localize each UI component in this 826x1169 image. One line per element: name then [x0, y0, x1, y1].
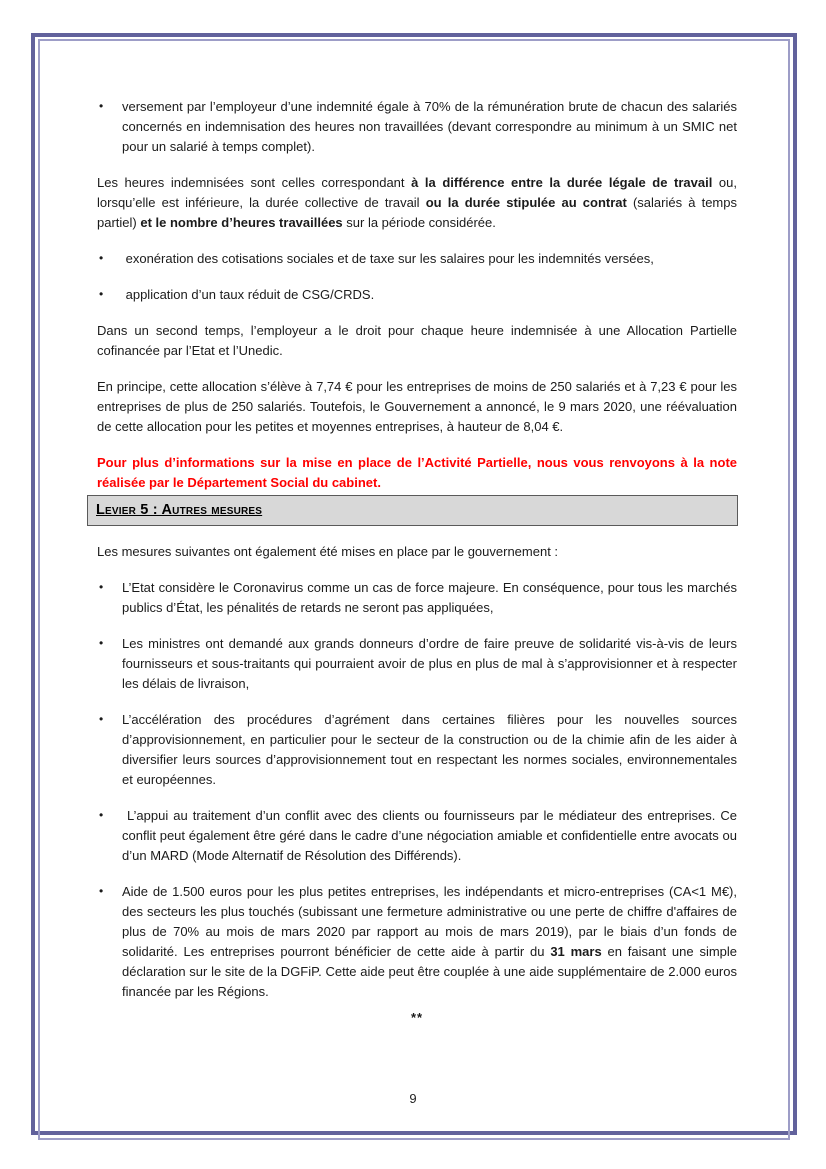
- bullet-icon: •: [99, 99, 104, 113]
- bullet-text: [122, 287, 374, 302]
- paragraph: [97, 173, 737, 233]
- bullet-item: [97, 806, 737, 866]
- text-run: ou, lorsqu’elle est inférieure, la durée collective de travail: [97, 175, 737, 210]
- text-run: L’Etat considère le Coronavirus comme un cas de force majeure. En conséquence, pour tous les marchés publics d’État, les pénalités de retards ne seront pas appliquées,: [122, 580, 737, 615]
- separator-mark: [97, 1008, 737, 1028]
- text-run: application d’un taux réduit de CSG/CRDS.: [122, 287, 375, 302]
- text-run: L’accélération des procédures d’agrément dans certaines filières pour les nouvelles sources d’approvisionnement, en particulier pour le secteur de la construction ou de la chimie afin de les aider à diversifier leurs sources d’approvisionnement tout en respectant les normes sociales, environnementales et européennes.: [122, 712, 737, 787]
- bullet-icon: •: [99, 287, 104, 301]
- document-content: [97, 0, 737, 1028]
- bullet-icon: •: [99, 808, 104, 822]
- text-run: Les ministres ont demandé aux grands donneurs d’ordre de faire preuve de solidarité vis-à-vis de leurs fournisseurs et sous-traitants qui pourraient avoir de plus en plus de mal à s’approvisionner et à respecter les délais de livraison,: [122, 636, 737, 691]
- text-run: exonération des cotisations sociales et de taxe sur les salaires pour les indemnités versées,: [122, 251, 654, 266]
- text-run: L’appui au traitement d’un conflit avec des clients ou fournisseurs par le médiateur des entreprises. Ce conflit peut également être géré dans le cadre d’une négociation amiable et confidentielle entre avocats ou d’un MARD (Mode Alternatif de Résolution des Différends).: [122, 808, 737, 863]
- bullet-icon: •: [99, 580, 104, 594]
- paragraph: [97, 542, 737, 562]
- bullet-text: [122, 712, 737, 787]
- text-run: sur la période considérée.: [342, 215, 496, 230]
- text-run: (salariés à temps partiel): [97, 195, 737, 230]
- text-run: Aide de 1.500 euros pour les plus petites entreprises, les indépendants et micro-entreprises (CA<1 M€), des secteurs les plus touchés (subissant une fermeture administrative ou une perte de chiffre d'affaires de plus de 70% au mois de mars 2020 par rapport au mois de mars 2019), par le biais d’un fonds de solidarité. Les entreprises pourront bénéficier de cette aide à partir du: [122, 884, 737, 959]
- bullet-item: [97, 634, 737, 694]
- text-run: En principe, cette allocation s’élève à 7,74 € pour les entreprises de moins de 250 salariés et à 7,23 € pour les entreprises de plus de 250 salariés. Toutefois, le Gouvernement a annoncé, le 9 mars 2020, une réévaluation de cette allocation pour les petites et moyennes entreprises, à hauteur de 8,04 €.: [97, 379, 737, 434]
- bullet-item: [97, 882, 737, 1002]
- note-red-paragraph: [97, 453, 737, 493]
- section-heading-bar: [87, 495, 738, 526]
- bullet-text: [122, 636, 737, 691]
- text-run: Les heures indemnisées sont celles correspondant: [97, 175, 412, 190]
- text-run: et le nombre d’heures travaillées: [140, 215, 343, 230]
- bullet-item: [97, 578, 737, 618]
- bullet-icon: •: [99, 251, 104, 265]
- bullet-icon: •: [99, 884, 104, 898]
- bullet-item: [97, 710, 737, 790]
- text-run: ou la durée stipulée au contrat: [425, 195, 627, 210]
- text-run: 31 mars: [550, 944, 602, 959]
- bullet-text: [122, 580, 737, 615]
- bullet-icon: •: [99, 636, 104, 650]
- bullet-text: [122, 808, 737, 863]
- text-run: versement par l’employeur d’une indemnité égale à 70% de la rémunération brute de chacun des salariés concernés en indemnisation des heures non travaillées (devant correspondre au minimum à un SMIC net pour un salarié à temps complet).: [122, 99, 737, 154]
- text-run: Dans un second temps, l’employeur a le droit pour chaque heure indemnisée à une Allocation Partielle cofinancée par l’Etat et l’Unedic.: [97, 323, 737, 358]
- paragraph: [97, 377, 737, 437]
- bullet-text: [122, 884, 737, 999]
- paragraph: [97, 321, 737, 361]
- text-run: **: [410, 1010, 424, 1025]
- bullet-item: [97, 285, 737, 305]
- bullet-item: [97, 249, 737, 269]
- page-number: 9: [409, 1091, 417, 1106]
- text-run: Levier 5 : Autres mesures: [96, 502, 263, 518]
- bullet-icon: •: [99, 712, 104, 726]
- text-run: à la différence entre la durée légale de travail: [411, 175, 713, 190]
- section-heading-text: [96, 502, 262, 518]
- text-run: en faisant une simple déclaration sur le site de la DGFiP. Cette aide peut être couplée à une aide supplémentaire de 2.000 euros financée par les Régions.: [122, 944, 738, 999]
- bullet-text: [122, 99, 737, 154]
- bullet-text: [122, 251, 654, 266]
- bullet-item: [97, 97, 737, 157]
- text-run: Pour plus d’informations sur la mise en place de l’Activité Partielle, nous vous renvoyons à la note réalisée par le Département Social du cabinet.: [97, 455, 737, 490]
- text-run: Les mesures suivantes ont également été mises en place par le gouvernement :: [97, 544, 559, 559]
